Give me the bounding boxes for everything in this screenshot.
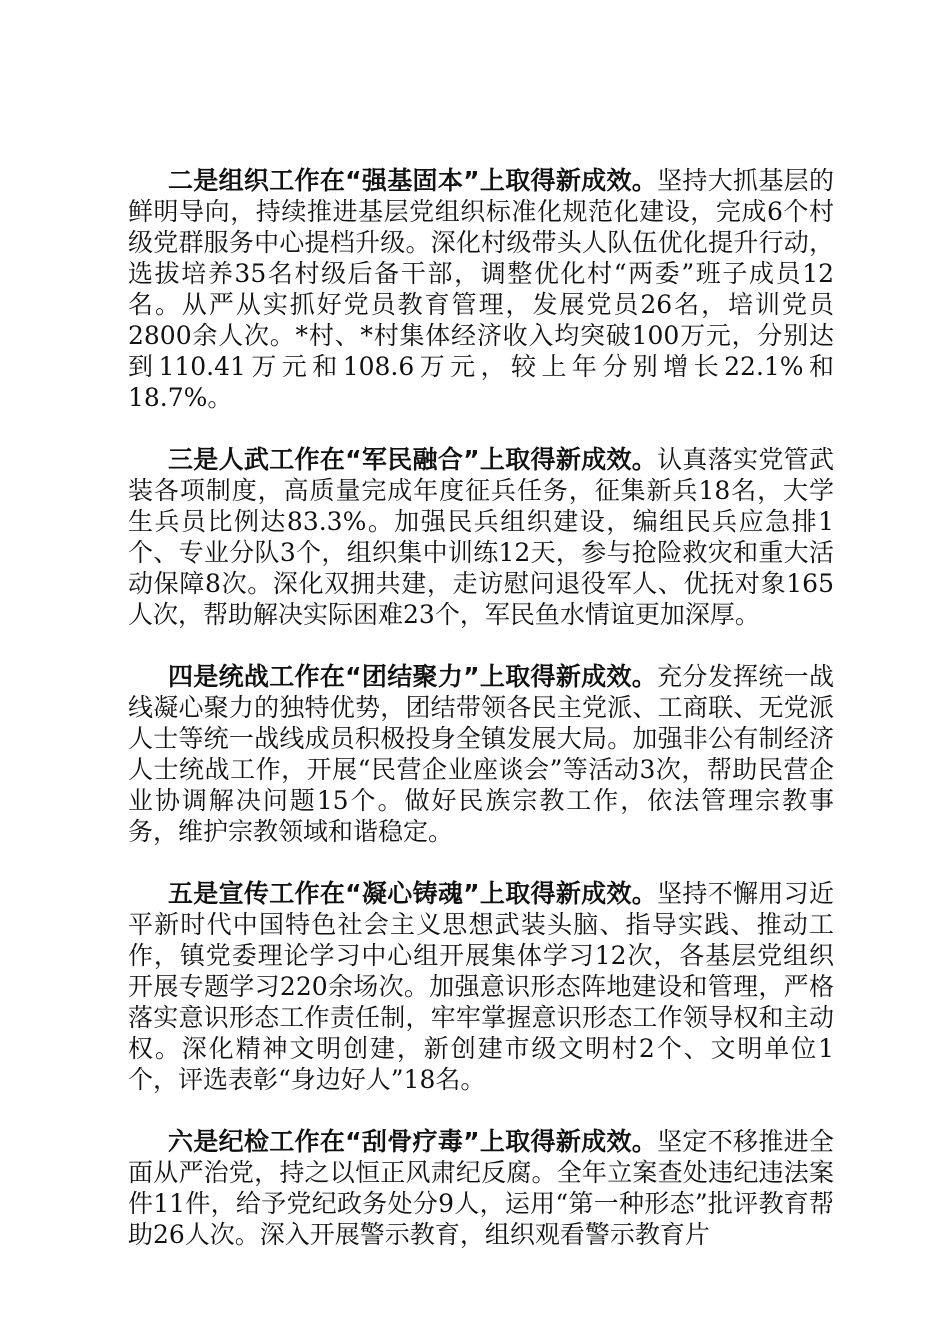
paragraph-body: 认真落实党管武装各项制度，高质量完成年度征兵任务，征集新兵18名，大学生兵员比例达83.3%。加强民兵组织建设，编组民兵应急排1个、专业分队3个，组织集中训练12天，参与抢险救灾和重大活动保障8次。深化双拥共建，走访慰问退役军人、优抚对象165人次，帮助解决实际困难23个，军民鱼水情谊更加深厚。: [128, 445, 834, 629]
paragraph-body: 坚定不移推进全面从严治党，持之以恒正风肃纪反腐。全年立案查处违纪违法案件11件，给予党纪政务处分9人，运用“第一种形态”批评教育帮助26人次。深入开展警示教育，组织观看警示教育片: [128, 1127, 834, 1249]
paragraph-body: 坚持大抓基层的鲜明导向，持续推进基层党组织标准化规范化建设，完成6个村级党群服务中心提档升级。深化村级带头人队伍优化提升行动，选拔培养35名村级后备干部，调整优化村“两委”班子成员12名。从严从实抓好党员教育管理，发展党员26名，培训党员2800余人次。*村、*村集体经济收入均突破100万元，分别达到110.41万元和108.6万元，较上年分别增长22.1%和18.7%。: [128, 166, 834, 412]
paragraph-heading: 四是统战工作在“团结聚力”上取得新成效。: [168, 662, 658, 691]
paragraph-united-front: [128, 661, 834, 847]
document-page: [128, 165, 834, 1250]
paragraph-heading: 五是宣传工作在“凝心铸魂”上取得新成效。: [168, 879, 658, 908]
paragraph-body: 充分发挥统一战线凝心聚力的独特优势，团结带领各民主党派、工商联、无党派人士等统一战线成员积极投身全镇发展大局。加强非公有制经济人士统战工作，开展“民营企业座谈会”等活动3次，帮助民营企业协调解决问题15个。做好民族宗教工作，依法管理宗教事务，维护宗教领域和谐稳定。: [128, 662, 834, 846]
paragraph-organization: [128, 165, 834, 413]
paragraph-body: 坚持不懈用习近平新时代中国特色社会主义思想武装头脑、指导实践、推动工作，镇党委理论学习中心组开展集体学习12次，各基层党组织开展专题学习220余场次。加强意识形态阵地建设和管理，严格落实意识形态工作责任制，牢牢掌握意识形态工作领导权和主动权。深化精神文明创建，新创建市级文明村2个、文明单位1个，评选表彰“身边好人”18名。: [128, 879, 834, 1094]
paragraph-heading: 六是纪检工作在“刮骨疗毒”上取得新成效。: [168, 1127, 658, 1156]
paragraph-armed-forces: [128, 444, 834, 630]
paragraph-publicity: [128, 878, 834, 1095]
paragraph-discipline: [128, 1126, 834, 1250]
paragraph-heading: 三是人武工作在“军民融合”上取得新成效。: [168, 445, 658, 474]
paragraph-heading: 二是组织工作在“强基固本”上取得新成效。: [168, 166, 658, 195]
